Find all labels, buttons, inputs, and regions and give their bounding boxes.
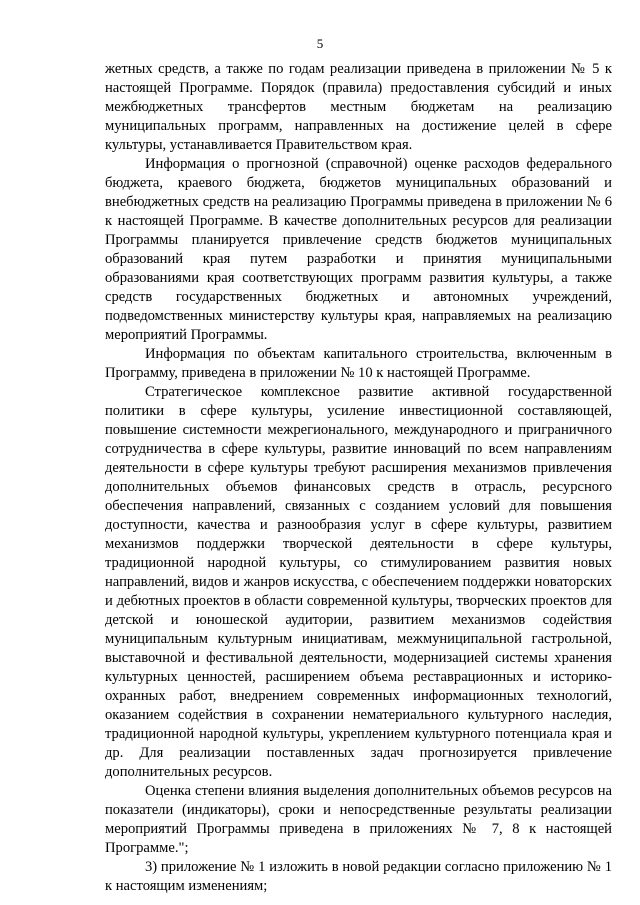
page-number: 5 [316, 36, 324, 51]
paragraph-amendment-item-3: 3) приложение № 1 изложить в новой редакции согласно приложению № 1 к настоящим изменениям; [105, 859, 612, 894]
paragraph-impact-assessment: Оценка степени влияния выделения дополнительных объемов ресурсов на показатели (индикаторы), сроки и непосредственные результаты реализации мероприятий Программы приведена в приложениях № 7, 8 к настоящей Программе."; [105, 783, 612, 856]
paragraph-forecast-expenses: Информация о прогнозной (справочной) оценке расходов федерального бюджета, краевого бюджета, бюджетов муниципальных образований и внебюджетных средств на реализацию Программы приведена в приложении № 6 к настоящей Программе. В качестве дополнительных ресурсов для реализации Программы планируется привлечение средств бюджетов муниципальных образований края путем разработки и принятия муниципальными образованиями края соответствующих программ развития культуры, а также средств государственных бюджетных и автономных учреждений, подведомственных министерству культуры края, направляемых на реализацию мероприятий Программы. [105, 156, 612, 343]
paragraph-continuation: жетных средств, а также по годам реализации приведена в приложении № 5 к настоящей Программе. Порядок (правила) предоставления субсидий и иных межбюджетных трансфертов местным бюджетам на реализацию муниципальных программ, направленных на достижение целей в сфере культуры, устанавливается Правительством края. [105, 61, 612, 153]
document-body [105, 60, 612, 896]
paragraph-capital-construction: Информация по объектам капитального строительства, включенным в Программу, приведена в приложении № 10 к настоящей Программе. [105, 346, 612, 381]
paragraph-strategic-development: Стратегическое комплексное развитие активной государственной политики в сфере культуры, усиление инвестиционной составляющей, повышение системности межрегионального, международного и приграничного сотрудничества в сфере культуры, развитие инноваций по всем направлениям деятельности в сфере культуры требуют расширения механизмов привлечения дополнительных объемов финансовых средств в отрасль, ресурсного обеспечения направлений, связанных с созданием условий для повышения доступности, качества и разнообразия услуг в сфере культуры, развитием механизмов поддержки творческой деятельности в сфере культуры, традиционной народной культуры, со стимулированием развития новых направлений, видов и жанров искусства, с обеспечением поддержки новаторских и дебютных проектов в области современной культуры, творческих проектов для детской и юношеской аудитории, развитием механизмов содействия муниципальным культурным инициативам, межмуниципальной гастрольной, выставочной и фестивальной деятельности, модернизацией системы хранения культурных ценностей, расширением объема реставрационных и историко-охранных работ, внедрением современных информационных технологий, оказанием содействия в сохранении нематериального культурного наследия, традиционной народной культуры, укреплением культурного потенциала края и др. Для реализации поставленных задач прогнозируется привлечение дополнительных ресурсов. [105, 384, 612, 780]
